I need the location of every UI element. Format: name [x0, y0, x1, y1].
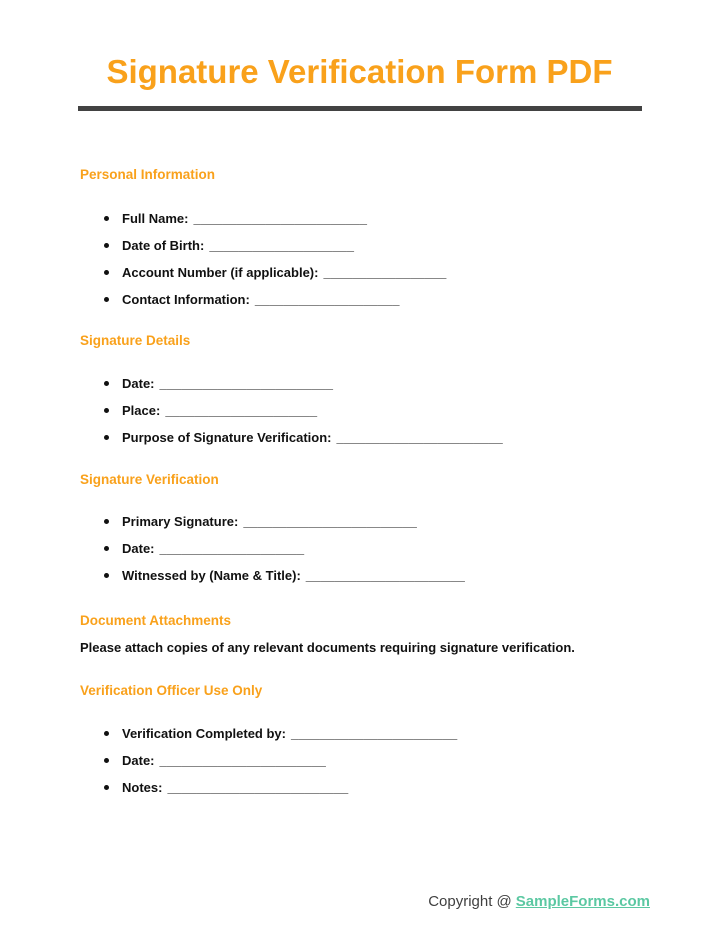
field-label: Place:: [122, 403, 161, 418]
copyright-text: Copyright @: [428, 893, 512, 910]
blank-line: ______________________: [305, 568, 465, 583]
title-divider: [78, 106, 642, 111]
section-verification-officer: [0, 683, 719, 801]
field-label: Verification Completed by:: [122, 726, 286, 741]
list-item: [80, 535, 719, 562]
section-signature-verification: [0, 472, 719, 589]
field-list: [80, 720, 719, 801]
blank-line: _________________: [323, 265, 447, 280]
blank-line: ________________________: [243, 514, 417, 529]
blank-line: _______________________: [159, 753, 326, 768]
blank-line: ____________________: [254, 292, 400, 307]
section-heading: Signature Details: [80, 333, 191, 348]
list-item: [80, 774, 719, 801]
blank-line: _______________________: [290, 726, 458, 741]
section-heading: Signature Verification: [80, 472, 219, 487]
field-list: [80, 508, 719, 589]
blank-line: ________________________: [159, 376, 334, 391]
field-label: Primary Signature:: [122, 514, 239, 529]
list-item: [80, 747, 719, 774]
list-item: [80, 720, 719, 747]
list-item: [80, 232, 719, 259]
field-list: [80, 205, 719, 313]
list-item: [80, 370, 719, 397]
section-heading: Verification Officer Use Only: [80, 683, 263, 698]
field-label: Contact Information:: [122, 292, 250, 307]
field-list: [80, 370, 719, 451]
list-item: [80, 286, 719, 313]
list-item: [80, 508, 719, 535]
field-label: Date of Birth:: [122, 238, 205, 253]
blank-line: ____________________: [209, 238, 354, 253]
section-personal-information: [0, 167, 719, 313]
field-label: Full Name:: [122, 211, 189, 226]
field-label: Purpose of Signature Verification:: [122, 430, 332, 445]
page-title: Signature Verification Form PDF: [106, 53, 613, 90]
list-item: [80, 205, 719, 232]
blank-line: _________________________: [167, 780, 349, 795]
list-item: [80, 397, 719, 424]
blank-line: ________________________: [193, 211, 367, 226]
list-item: [80, 562, 719, 589]
footer-copyright: [428, 893, 650, 911]
field-label: Notes:: [122, 780, 163, 795]
field-label: Date:: [122, 753, 155, 768]
field-label: Date:: [122, 541, 155, 556]
section-heading: Personal Information: [80, 167, 216, 182]
field-label: Account Number (if applicable):: [122, 265, 319, 280]
field-label: Witnessed by (Name & Title):: [122, 568, 301, 583]
field-label: Date:: [122, 376, 155, 391]
blank-line: ____________________: [159, 541, 305, 556]
list-item: [80, 259, 719, 286]
section-signature-details: [0, 333, 719, 451]
blank-line: _______________________: [336, 430, 503, 445]
sampleforms-link[interactable]: SampleForms.com: [515, 893, 650, 910]
list-item: [80, 424, 719, 451]
attachments-instruction: Please attach copies of any relevant documents requiring signature verification.: [80, 640, 575, 655]
blank-line: _____________________: [165, 403, 318, 418]
section-heading: Document Attachments: [80, 613, 232, 628]
section-document-attachments: [0, 613, 719, 656]
